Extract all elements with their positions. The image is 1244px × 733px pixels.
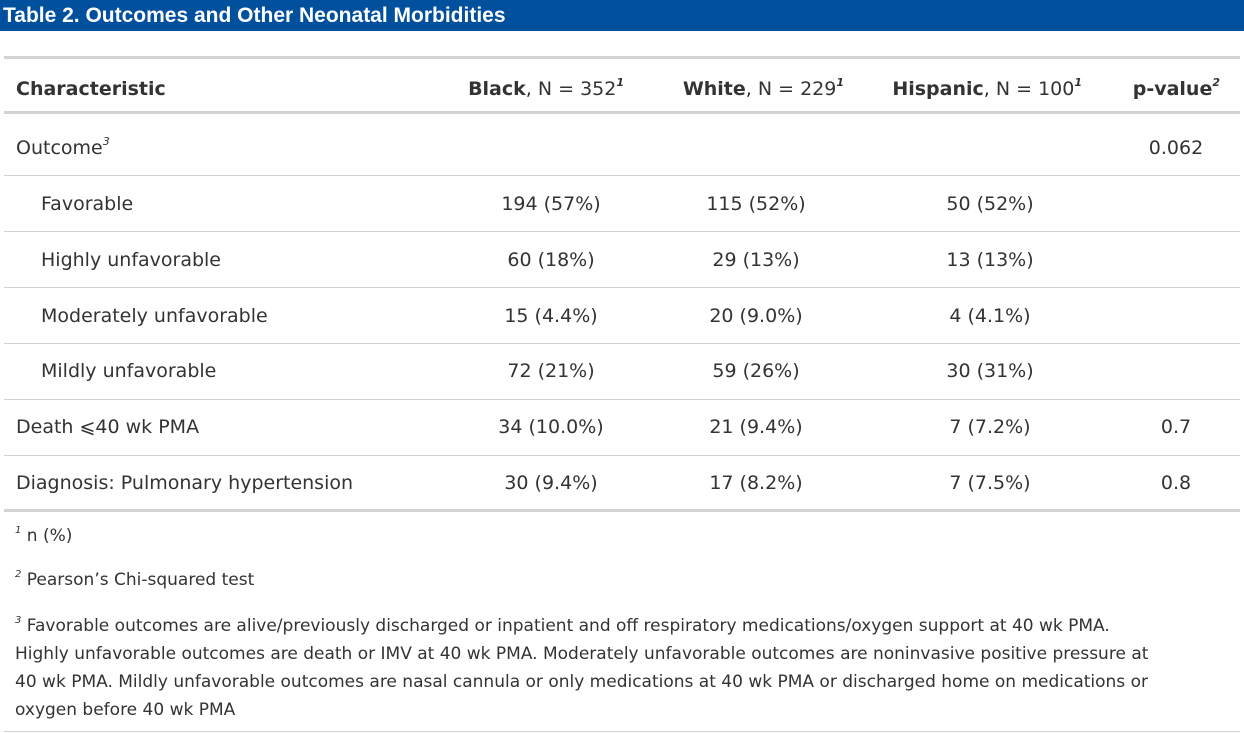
row-divider [4, 287, 1240, 288]
header-black: Black, $N = 352^1$ [468, 76, 624, 100]
row-label: Highly unfavorable [41, 249, 221, 271]
row-label: Death ⩽40 wk PMA [16, 416, 200, 438]
cell-white: 17 (8.2%) [709, 472, 803, 494]
footnote-1: $^1$ n (%) [15, 525, 73, 546]
cell-black: 15 (4.4%) [504, 305, 598, 327]
footnote-2: $^2$ Pearson’s Chi-squared test [15, 569, 255, 590]
cell-white: 29 (13%) [712, 249, 800, 271]
footer-rule [4, 731, 1240, 732]
cell-hispanic: 13 (13%) [946, 249, 1034, 271]
row-divider [4, 231, 1240, 232]
table-title: Table 2. Outcomes and Other Neonatal Morbidities [0, 0, 1244, 31]
header-characteristic: Characteristic [16, 78, 166, 100]
row-label: Favorable [41, 193, 134, 215]
cell-pvalue: 0.8 [1160, 472, 1192, 494]
header-rule [4, 111, 1240, 114]
cell-black: 72 (21%) [507, 360, 595, 382]
cell-hispanic: 30 (31%) [946, 360, 1034, 382]
cell-black: 30 (9.4%) [504, 472, 598, 494]
table-bottom-rule [4, 509, 1240, 512]
row-label: Diagnosis: Pulmonary hypertension [16, 472, 354, 494]
cell-white: 59 (26%) [712, 360, 800, 382]
cell-black: 60 (18%) [507, 249, 595, 271]
row-label: Mildly unfavorable [41, 360, 217, 382]
row-divider [4, 399, 1240, 400]
footnote-3: $^3$ Favorable outcomes are alive/previously discharged or inpatient and off respiratory medications/oxygen support at 40 wk PMA. Highly unfavorable outcomes are death or IMV at 40 wk PMA. Moderately unfavorable outcomes are noninvasive positive pressure at 40 wk PMA. Mildly unfavorable outcomes are nasal cannula or only medications at 40 wk PMA or discharged home on medications or oxygen before 40 wk PMA [15, 615, 1149, 720]
table-top-rule [4, 56, 1240, 59]
cell-hispanic: 7 (7.2%) [949, 416, 1031, 438]
cell-hispanic: 7 (7.5%) [949, 472, 1031, 494]
row-label: Moderately unfavorable [41, 305, 268, 327]
cell-hispanic: 4 (4.1%) [949, 305, 1031, 327]
row-divider [4, 175, 1240, 176]
cell-pvalue: 0.7 [1160, 416, 1192, 438]
header-white: White, $N = 229^1$ [682, 76, 844, 100]
cell-hispanic: 50 (52%) [946, 193, 1034, 215]
row-divider [4, 455, 1240, 456]
row-divider [4, 343, 1240, 344]
header-hispanic: Hispanic, $N = 100^1$ [892, 76, 1082, 100]
cell-white: 21 (9.4%) [709, 416, 803, 438]
cell-white: 20 (9.0%) [709, 305, 803, 327]
cell-white: 115 (52%) [706, 193, 806, 215]
cell-pvalue: 0.062 [1148, 137, 1204, 159]
row-label: Outcome$^3$ [16, 135, 110, 159]
header-pvalue: p-value$^2$ [1132, 76, 1220, 100]
cell-black: 194 (57%) [501, 193, 601, 215]
cell-black: 34 (10.0%) [498, 416, 604, 438]
